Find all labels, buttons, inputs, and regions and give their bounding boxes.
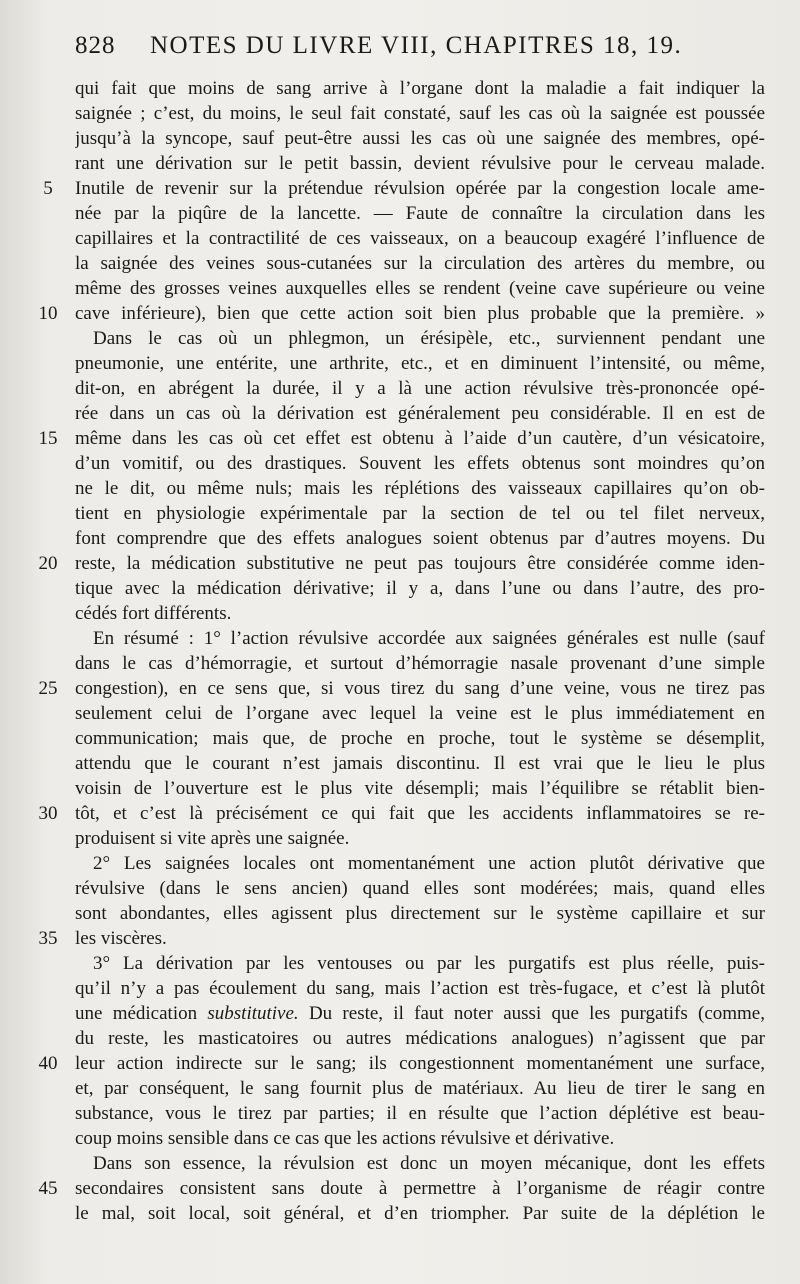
text-line: seulement celui de l’organe avec lequel la veine est le plus immédiatement en: [75, 703, 765, 724]
text-line: du reste, les masticatoires ou autres médications analogues) n’agissent que par: [75, 1028, 765, 1049]
text-line: née par la piqûre de la lancette. — Faute de connaître la circulation dans les: [75, 203, 765, 224]
text-line: pneumonie, une entérite, une arthrite, etc., et en diminuent l’intensité, ou même,: [75, 353, 765, 374]
line-number: 45: [38, 1178, 58, 1199]
line-number: 30: [38, 803, 58, 824]
text-line: attendu que le courant n’est jamais discontinu. Il est vrai que le lieu le plus: [75, 753, 765, 774]
text-line: voisin de l’ouverture est le plus vite désempli; mais l’équilibre se rétablit bien-: [75, 778, 765, 799]
text-line: la saignée des veines sous-cutanées sur la circulation des artères du membre, ou: [75, 253, 765, 274]
text-line: rée dans un cas où la dérivation est généralement peu considérable. Il en est de: [75, 403, 765, 424]
text-line: même des grosses veines auxquelles elles se rendent (veine cave supérieure ou veine: [75, 278, 765, 299]
italic-term: substitutive.: [207, 1003, 299, 1024]
text-line: coup moins sensible dans ce cas que les actions révulsive et dérivative.: [75, 1128, 615, 1149]
text-segment: Du reste, il faut noter aussi que les purgatifs (comme,: [308, 1003, 765, 1024]
text-line: [75, 1001, 765, 1026]
text-line: qu’il n’y a pas écoulement du sang, mais l’action est très-fugace, et c’est là plutôt: [75, 978, 765, 999]
text-line: tique avec la médication dérivative; il y a, dans l’une ou dans l’autre, des pro-: [75, 578, 765, 599]
line-number: 40: [38, 1053, 58, 1074]
line-number: 5: [43, 178, 53, 199]
text-line: capillaires et la contractilité de ces vaisseaux, on a beaucoup exagéré l’influence de: [75, 228, 765, 249]
text-line: sont abondantes, elles agissent plus directement sur le système capillaire et sur: [75, 903, 765, 924]
page-number: 828: [75, 32, 116, 59]
text-line: Inutile de revenir sur la prétendue révulsion opérée par la congestion locale ame-: [75, 178, 765, 199]
text-line: d’un vomitif, ou des drastiques. Souvent les effets obtenus sont moindres qu’on: [75, 453, 765, 474]
text-line: produisent si vite après une saignée.: [75, 828, 350, 849]
text-line: secondaires consistent sans doute à permettre à l’organisme de réagir contre: [75, 1178, 765, 1199]
text-segment: une médication: [75, 1003, 198, 1024]
text-line: congestion), en ce sens que, si vous tirez du sang d’une veine, vous ne tirez pas: [75, 678, 765, 699]
text-line: même dans les cas où cet effet est obtenu à l’aide d’un cautère, d’un vésicatoire,: [75, 428, 765, 449]
text-line: ne le dit, ou même nuls; mais les réplétions des vaisseaux capillaires qu’on ob-: [75, 478, 765, 499]
text-line: 3° La dérivation par les ventouses ou par les purgatifs est plus réelle, puis-: [93, 953, 765, 974]
text-line: et, par conséquent, le sang fournit plus de matériaux. Au lieu de tirer le sang en: [75, 1078, 765, 1099]
text-line: cave inférieure), bien que cette action soit bien plus probable que la première. »: [75, 303, 765, 324]
text-line: En résumé : 1° l’action révulsive accordée aux saignées générales est nulle (sauf: [93, 628, 765, 649]
text-line: le mal, soit local, soit général, et d’en triompher. Par suite de la déplétion le: [75, 1203, 765, 1224]
text-line: Dans le cas où un phlegmon, un érésipèle, etc., surviennent pendant une: [93, 328, 765, 349]
text-line: jusqu’à la syncope, sauf peut-être aussi les cas où une saignée des membres, opé-: [75, 128, 765, 149]
text-line: dans le cas d’hémorragie, et surtout d’hémorragie nasale provenant d’une simple: [75, 653, 765, 674]
text-line: substance, vous le tirez par parties; il en résulte que l’action déplétive est beau-: [75, 1103, 765, 1124]
running-header: [70, 32, 770, 72]
running-title: NOTES DU LIVRE VIII, CHAPITRES 18, 19.: [150, 32, 683, 59]
text-line: leur action indirecte sur le sang; ils congestionnent momentanément une surface,: [75, 1053, 765, 1074]
text-line: qui fait que moins de sang arrive à l’organe dont la maladie a fait indiquer la: [75, 78, 765, 99]
line-number: 35: [38, 928, 58, 949]
text-line: font comprendre que des effets analogues soient obtenus par d’autres moyens. Du: [75, 528, 765, 549]
text-line: tient en physiologie expérimentale par la section de tel ou tel filet nerveux,: [75, 503, 765, 524]
text-line: 2° Les saignées locales ont momentanément une action plutôt dérivative que: [93, 853, 765, 874]
text-line: tôt, et c’est là précisément ce qui fait que les accidents inflammatoires se re-: [75, 803, 765, 824]
text-line: communication; mais que, de proche en proche, tout le système se désemplit,: [75, 728, 765, 749]
text-line: rant une dérivation sur le petit bassin, devient révulsive pour le cerveau malade.: [75, 153, 765, 174]
text-line: cédés fort différents.: [75, 603, 232, 624]
text-line: reste, la médication substitutive ne peut pas toujours être considérée comme iden-: [75, 553, 765, 574]
line-number: 20: [38, 553, 58, 574]
text-line: les viscères.: [75, 928, 167, 949]
line-number: 25: [38, 678, 58, 699]
line-number: 15: [38, 428, 58, 449]
text-line: révulsive (dans le sens ancien) quand elles sont modérées; mais, quand elles: [75, 878, 765, 899]
text-line: dit-on, en abrégent la durée, il y a là une action révulsive très-prononcée opé-: [75, 378, 765, 399]
line-number: 10: [38, 303, 58, 324]
text-line: Dans son essence, la révulsion est donc un moyen mécanique, dont les effets: [93, 1153, 765, 1174]
text-line: saignée ; c’est, du moins, le seul fait constaté, sauf les cas où la saignée est poussée: [75, 103, 765, 124]
